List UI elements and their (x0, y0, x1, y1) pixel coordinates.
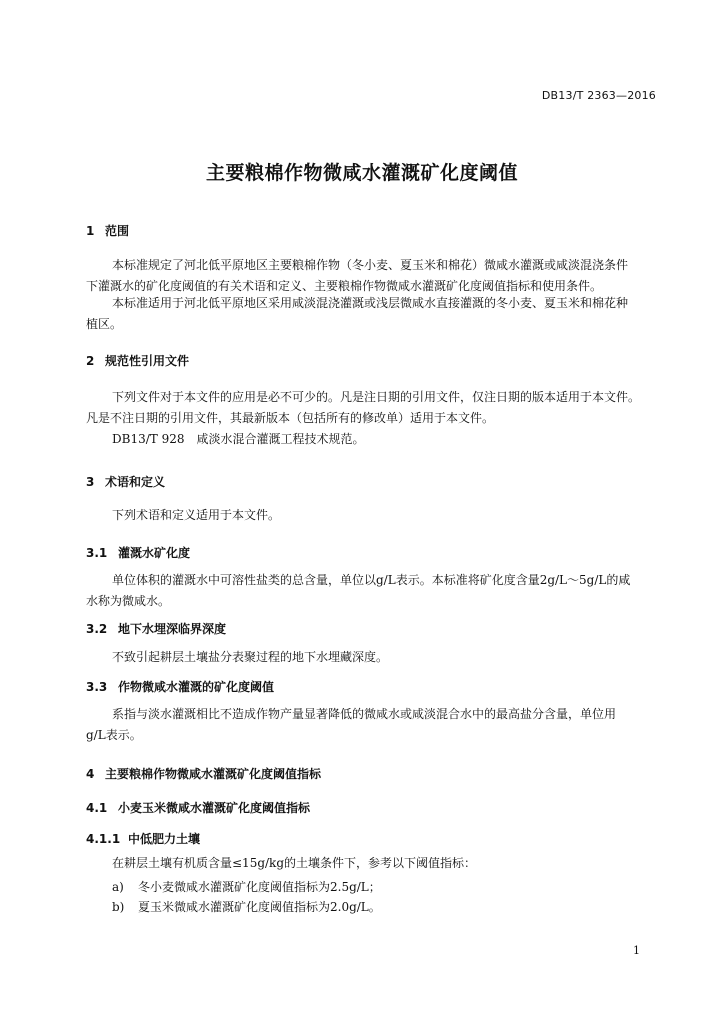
section-title: 小麦玉米微咸水灌溉矿化度阈值指标 (118, 801, 311, 815)
section-number: 3.3 (86, 680, 108, 694)
section-title: 地下水埋深临界深度 (118, 622, 227, 636)
section-1-paragraph-1 (86, 255, 656, 297)
paragraph-line: 下列术语和定义适用于本文件。 (112, 508, 281, 522)
paragraph-line: 单位体积的灌溉水中可溶性盐类的总含量，单位以g/L表示。本标准将矿化度含量2g/L～5g/L的咸 (112, 573, 631, 587)
section-title: 规范性引用文件 (105, 354, 190, 368)
section-3-1-paragraph (86, 570, 656, 612)
section-1-heading (86, 222, 129, 239)
section-4-heading (86, 765, 321, 782)
list-item (112, 898, 381, 915)
section-3-paragraph-1 (86, 505, 656, 526)
section-3-2-heading (86, 620, 226, 637)
paragraph-line: 凡是不注日期的引用文件，其最新版本（包括所有的修改单）适用于本文件。 (86, 411, 495, 425)
section-4-1-heading (86, 799, 310, 816)
page-number: 1 (633, 944, 640, 957)
section-4-1-1-heading (86, 830, 200, 847)
paragraph-line: 植区。 (86, 317, 123, 331)
section-3-3-paragraph (86, 704, 656, 746)
section-number: 4.1.1 (86, 832, 121, 846)
section-number: 4 (86, 767, 95, 781)
section-number: 3.1 (86, 546, 108, 560)
paragraph-line: 系指与淡水灌溉相比不造成作物产量显著降低的微咸水或咸淡混合水中的最高盐分含量，单位用 (112, 707, 617, 721)
list-item-text: 冬小麦微咸水灌溉矿化度阈值指标为2.5g/L； (138, 880, 381, 894)
section-title: 范围 (105, 224, 130, 238)
section-2-paragraph-1 (86, 387, 656, 450)
list-item (112, 878, 381, 895)
paragraph-line: 下列文件对于本文件的应用是必不可少的。凡是注日期的引用文件，仅注日期的版本适用于本文件。 (112, 390, 641, 404)
paragraph-line: 在耕层土壤有机质含量≤15g/kg的土壤条件下，参考以下阈值指标： (112, 856, 477, 870)
section-title: 中低肥力土壤 (128, 832, 201, 846)
section-number: 3.2 (86, 622, 108, 636)
section-number: 2 (86, 354, 95, 368)
section-3-3-heading (86, 678, 274, 695)
standard-code: DB13/T 2363—2016 (541, 89, 656, 102)
section-4-1-1-intro (86, 853, 656, 874)
section-title: 作物微咸水灌溉的矿化度阈值 (118, 680, 275, 694)
section-1-paragraph-2 (86, 293, 656, 335)
list-item-marker: a) (112, 880, 124, 894)
section-title: 主要粮棉作物微咸水灌溉矿化度阈值指标 (105, 767, 322, 781)
section-number: 4.1 (86, 801, 108, 815)
section-number: 1 (86, 224, 95, 238)
paragraph-line: 水称为微咸水。 (86, 594, 171, 608)
section-3-heading (86, 473, 165, 490)
list-item-marker: b) (112, 900, 125, 914)
section-3-1-heading (86, 544, 190, 561)
paragraph-line: g/L表示。 (86, 728, 142, 742)
document-title: 主要粮棉作物微咸水灌溉矿化度阈值 (205, 162, 518, 184)
normative-reference: DB13/T 928 咸淡水混合灌溉工程技术规范。 (112, 432, 365, 446)
paragraph-line: 下灌溉水的矿化度阈值的有关术语和定义、主要粮棉作物微咸水灌溉矿化度阈值指标和使用条件。 (86, 279, 603, 293)
section-title: 术语和定义 (105, 475, 166, 489)
paragraph-line: 不致引起耕层土壤盐分表聚过程的地下水埋藏深度。 (112, 650, 389, 664)
section-number: 3 (86, 475, 95, 489)
list-item-text: 夏玉米微咸水灌溉矿化度阈值指标为2.0g/L。 (138, 900, 381, 914)
section-2-heading (86, 352, 189, 369)
section-3-2-paragraph (86, 647, 656, 668)
paragraph-line: 本标准适用于河北低平原地区采用咸淡混浇灌溉或浅层微咸水直接灌溉的冬小麦、夏玉米和棉花种 (112, 296, 629, 310)
section-title: 灌溉水矿化度 (118, 546, 191, 560)
paragraph-line: 本标准规定了河北低平原地区主要粮棉作物（冬小麦、夏玉米和棉花）微咸水灌溉或咸淡混浇条件 (112, 258, 629, 272)
